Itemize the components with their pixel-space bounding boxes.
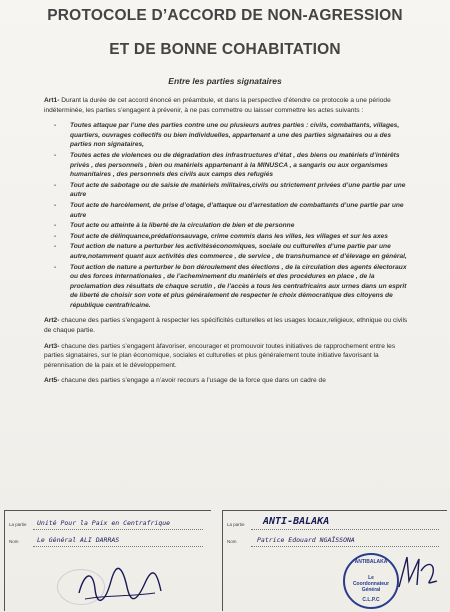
- list-item: - Tout acte ou atteinte à la liberté de la circulation de bien et de personne: [54, 221, 414, 231]
- list-item: - Tout action de nature a perturber le bon déroulement des élections , de la circulation des agents électoraux ou des forces internationales , de l’acheminement du matériels et des procédures en place , de la proclamation des résultats de chaque scrutin , de l’accès a tous les centrafricains aux urnes dans un esprit de liberté de choisir son vote et plus généralement de respecter le choix démocratique des citoyens de république centrafricaine.: [54, 263, 414, 311]
- name-label: Nom: [9, 539, 19, 544]
- article-5: [44, 376, 414, 386]
- article-5-text: chacune des parties s’engage a n’avoir recours a l’usage de la force que dans un cadre de: [59, 377, 326, 385]
- stamp-top-text: ANTIBALAKA: [354, 559, 388, 565]
- article-3-label: Art3-: [44, 342, 60, 350]
- article-2-text: chacune des parties s’engagent à respecter les spécificités culturelles et les usages locaux,religieux, ethnique ou civils de chaque partie.: [44, 317, 408, 335]
- article-1: [44, 96, 414, 115]
- party-label: La partie: [227, 522, 245, 527]
- list-item: - Tout action de nature a perturber les activitéséconomiques, sociale ou culturelles d’une partie par une autre,notamment quant aux activités des commerce , de service , de transhumance et d’élevage en général,: [54, 242, 414, 261]
- signature-area: [0, 500, 450, 612]
- list-item: - Tout acte de harcèlement, de prise d’otage, d’attaque ou d’arrestation de combattants d’une partie par une autre: [54, 201, 414, 220]
- signature-block-right: [222, 510, 447, 611]
- list-item: - Tout acte de délinquance,prédationsauvage, crime commis dans les villes, les villages et sur les axes: [54, 232, 414, 242]
- document-body: [44, 96, 414, 392]
- name-value-handwritten: Patrice Edouard NGAÏSSONA: [257, 536, 355, 544]
- party-value-handwritten: ANTI-BALAKA: [263, 516, 330, 527]
- article-2: [44, 316, 414, 335]
- stamp-bottom-text: C.L.P.C: [362, 597, 380, 603]
- article-3: [44, 342, 414, 371]
- party-label: La partie: [9, 522, 27, 527]
- name-label: Nom: [227, 539, 237, 544]
- article-3-text: chacune des parties s’engagent àfavoriser, encourager et promouvoir toutes initiatives de rapprochement entre les parties signataires, sur le plan économique, sociales et culturelles et plus généralement toute initiative favorisant la pérennisation de la paix et le développement.: [44, 342, 396, 369]
- list-item: - Toutes actes de violences ou de dégradation des infrastructures d’état , des biens ou matériels d’intérêts privés , des personnels , bien ou matériels appartenant à la MINUSCA , a sangaris ou aux organismes humanitaires , des personnels des civils aux camps des refugiés: [54, 151, 414, 180]
- party-value-handwritten: Unité Pour la Paix en Centrafrique: [37, 519, 171, 527]
- official-stamp: [343, 553, 399, 609]
- article-5-label: Art5-: [44, 377, 60, 385]
- document-title-line1: PROTOCOLE D’ACCORD DE NON-AGRESSION: [47, 7, 403, 24]
- stamp-center-text: Le Coordonnateur Général: [352, 575, 390, 593]
- article-1-text: Durant la durée de cet accord énoncé en préambule, et dans la perspective d’étendre ce protocole a une période indéterminée, les parties s’engagent à prévenir, à ne pas commettre ou laisser commettre les actes suivants :: [44, 97, 391, 114]
- list-item: - Tout acte de sabotage ou de saisie de matériels militaires,civils ou strictement privées d’une partie par une autre: [54, 181, 414, 200]
- article-1-label: Art1-: [44, 97, 60, 104]
- list-item: - Toutes attaque par l’une des parties contre une ou plusieurs autres parties : civils, combattants, villages, quartiers, ouvrages collectifs ou bien individuelles, appartenant a une des parties signataires ou a des parties non signataires,: [54, 121, 414, 150]
- prohibited-acts-list: [44, 121, 414, 310]
- article-2-label: Art2-: [44, 317, 60, 325]
- document-subtitle: Entre les parties signataires: [168, 76, 282, 86]
- signature-scribble-right: [393, 551, 441, 595]
- name-value-handwritten: Le Général ALI DARRAS: [37, 536, 120, 544]
- document-title-line2: ET DE BONNE COHABITATION: [109, 41, 341, 58]
- signature-scribble-left: [75, 563, 165, 607]
- signature-block-left: [4, 510, 211, 611]
